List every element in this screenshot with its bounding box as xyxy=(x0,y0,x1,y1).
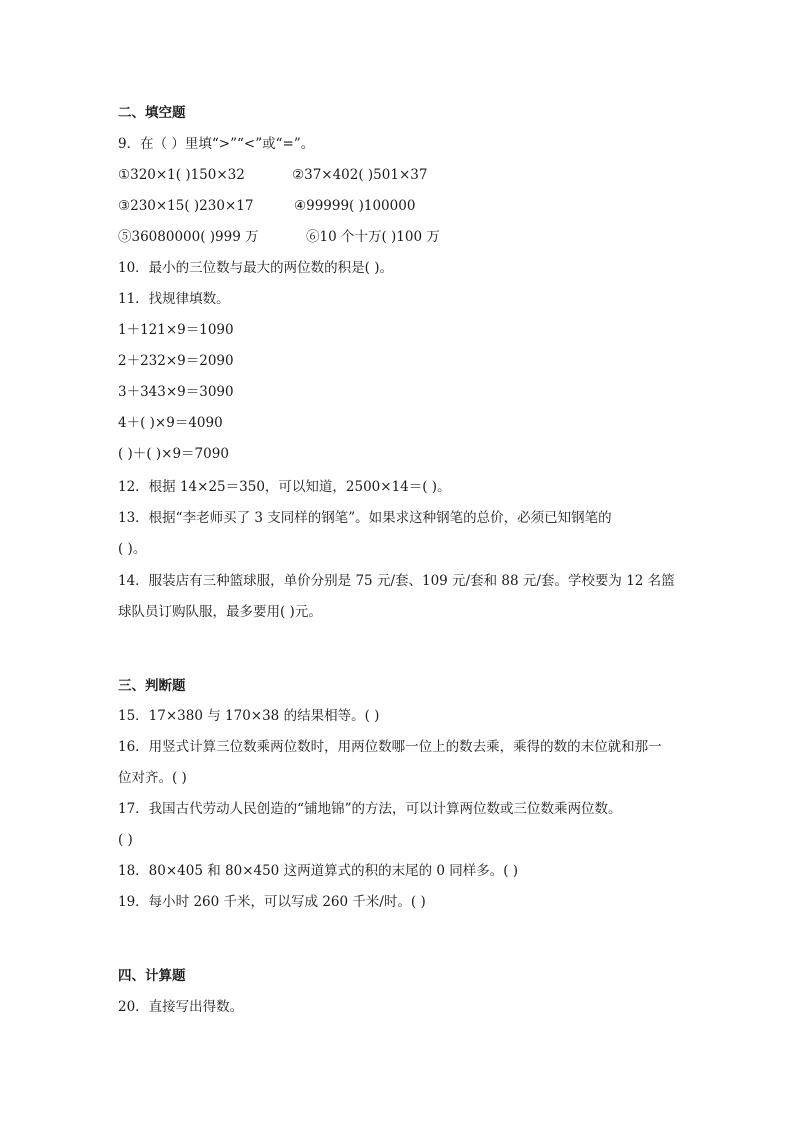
question-20: 20．直接写出得数。 xyxy=(118,999,244,1015)
question-16-line-1: 16．用竖式计算三位数乘两位数时，用两位数哪一位上的数去乘，乘得的数的末位就和那一 xyxy=(118,739,662,755)
section-heading-calculation: 四、计算题 xyxy=(118,968,186,984)
question-16-line-2: 位对齐。( ) xyxy=(118,770,187,786)
question-13-line-1: 13．根据“李老师买了 3 支同样的钢笔”。如果求这种钢笔的总价，必须已知钢笔的 xyxy=(118,510,612,526)
question-15: 15．17×380 与 170×38 的结果相等。( ) xyxy=(118,708,380,724)
question-9-row-1 xyxy=(118,165,678,185)
question-9-item-6: ⑥10 个十万( )100 万 xyxy=(306,229,440,245)
question-9-item-3: ③230×15( )230×17 xyxy=(118,198,254,214)
question-9-item-4: ④99999( )100000 xyxy=(294,198,416,214)
question-12: 12．根据 14×25＝350，可以知道，2500×14＝( )。 xyxy=(118,479,451,495)
question-19: 19．每小时 260 千米，可以写成 260 千米/时。( ) xyxy=(118,894,426,910)
question-11-line-4: 4＋( )×9＝4090 xyxy=(118,415,223,431)
question-13-line-2: ( )。 xyxy=(118,541,147,557)
question-9-item-1: ①320×1( )150×32 xyxy=(118,167,245,183)
question-11-line-2: 2＋232×9＝2090 xyxy=(118,353,234,369)
question-11-stem: 11．找规律填数。 xyxy=(118,291,230,307)
question-18: 18．80×405 和 80×450 这两道算式的积的末尾的 0 同样多。( ) xyxy=(118,863,519,879)
question-14-line-2: 球队员订购队服，最多要用( )元。 xyxy=(118,604,322,620)
question-9-item-2: ②37×402( )501×37 xyxy=(292,167,428,183)
question-9-row-2 xyxy=(118,196,678,216)
section-heading-fill-in: 二、填空题 xyxy=(118,105,186,121)
question-11-line-1: 1＋121×9＝1090 xyxy=(118,322,234,338)
question-11-line-5: ( )＋( )×9＝7090 xyxy=(118,446,229,462)
question-17-line-1: 17．我国古代劳动人民创造的“铺地锦”的方法，可以计算两位数或三位数乘两位数。 xyxy=(118,801,622,817)
question-9-row-3 xyxy=(118,227,678,247)
question-10: 10．最小的三位数与最大的两位数的积是( )。 xyxy=(118,260,394,276)
question-9-item-5: ⑤36080000( )999 万 xyxy=(118,229,259,245)
section-heading-true-false: 三、判断题 xyxy=(118,678,186,694)
question-9-stem: 9．在（ ）里填“>”“<”或“=”。 xyxy=(118,136,315,152)
question-11-line-3: 3＋343×9＝3090 xyxy=(118,384,234,400)
question-14-line-1: 14．服装店有三种篮球服，单价分别是 75 元/套、109 元/套和 88 元/套。学校要为 12 名篮 xyxy=(118,573,675,589)
question-17-line-2: ( ) xyxy=(118,832,133,848)
